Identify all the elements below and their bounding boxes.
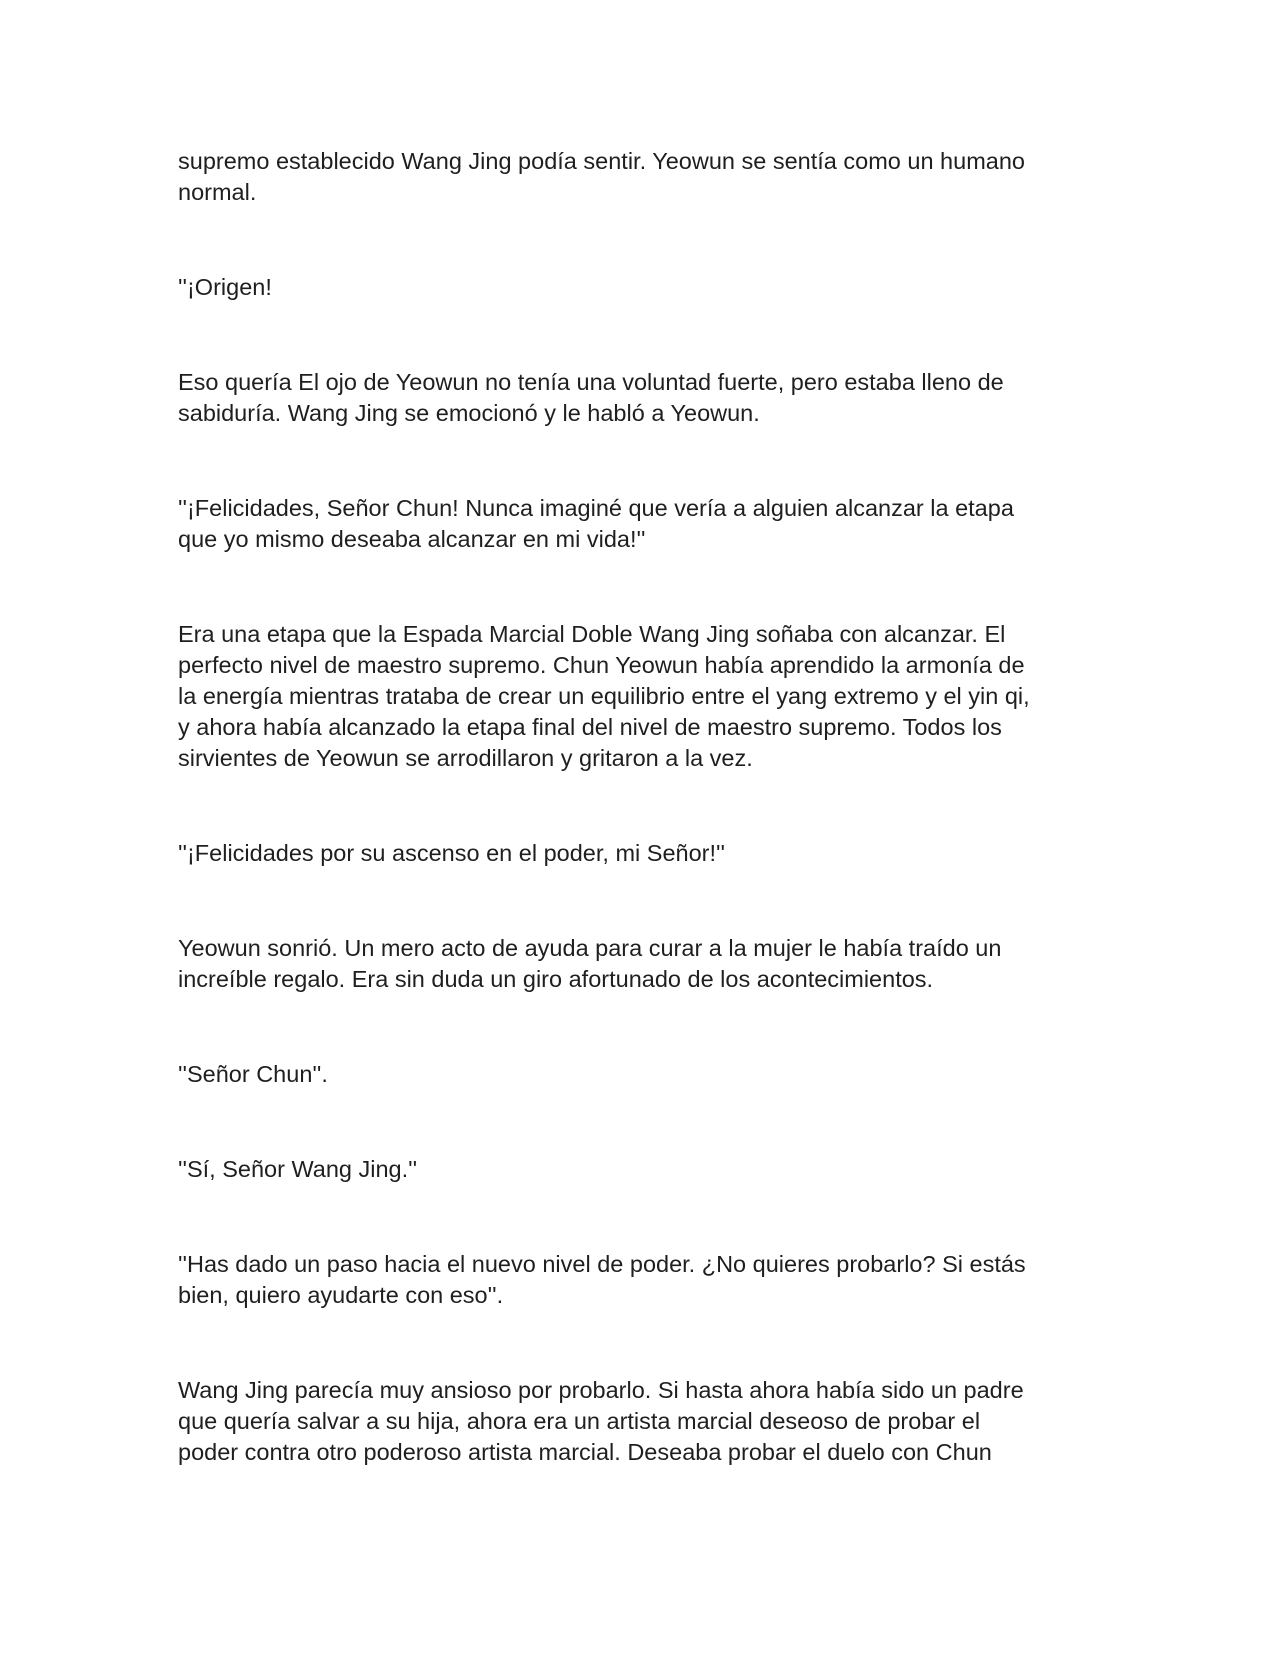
text-line: ''Has dado un paso hacia el nuevo nivel de poder. ¿No quieres probarlo? Si estás: [178, 1251, 1026, 1277]
text-line: ''¡Origen!: [178, 274, 272, 300]
text-line: la energía mientras trataba de crear un equilibrio entre el yang extremo y el yin qi,: [178, 683, 1030, 709]
paragraph: [178, 146, 1098, 208]
text-line: ''¡Felicidades, Señor Chun! Nunca imaginé que vería a alguien alcanzar la etapa: [178, 495, 1014, 521]
text-line: sabiduría. Wang Jing se emocionó y le habló a Yeowun.: [178, 400, 760, 426]
text-line: perfecto nivel de maestro supremo. Chun Yeowun había aprendido la armonía de: [178, 652, 1025, 678]
text-line: sirvientes de Yeowun se arrodillaron y gritaron a la vez.: [178, 745, 753, 771]
paragraph: [178, 1059, 1098, 1090]
text-line: supremo establecido Wang Jing podía sentir. Yeowun se sentía como un humano: [178, 148, 1025, 174]
text-line: ''¡Felicidades por su ascenso en el poder, mi Señor!'': [178, 840, 725, 866]
text-line: que quería salvar a su hija, ahora era un artista marcial deseoso de probar el: [178, 1408, 981, 1434]
paragraph: [178, 1249, 1098, 1311]
paragraph: [178, 838, 1098, 869]
text-line: bien, quiero ayudarte con eso''.: [178, 1282, 504, 1308]
text-line: increíble regalo. Era sin duda un giro afortunado de los acontecimientos.: [178, 966, 934, 992]
paragraph: [178, 272, 1098, 303]
text-line: Eso quería El ojo de Yeowun no tenía una voluntad fuerte, pero estaba lleno de: [178, 369, 1004, 395]
document-body: [178, 146, 1098, 1532]
text-line: Era una etapa que la Espada Marcial Doble Wang Jing soñaba con alcanzar. El: [178, 621, 1006, 647]
text-line: normal.: [178, 179, 257, 205]
paragraph: [178, 493, 1098, 555]
paragraph: [178, 1375, 1098, 1468]
paragraph: [178, 619, 1098, 774]
text-line: que yo mismo deseaba alcanzar en mi vida!'': [178, 526, 646, 552]
text-line: ''Señor Chun''.: [178, 1061, 328, 1087]
text-line: Yeowun sonrió. Un mero acto de ayuda para curar a la mujer le había traído un: [178, 935, 1002, 961]
text-line: ''Sí, Señor Wang Jing.'': [178, 1156, 418, 1182]
paragraph: [178, 367, 1098, 429]
paragraph: [178, 933, 1098, 995]
text-line: Wang Jing parecía muy ansioso por probarlo. Si hasta ahora había sido un padre: [178, 1377, 1024, 1403]
paragraph: [178, 1154, 1098, 1185]
text-line: y ahora había alcanzado la etapa final del nivel de maestro supremo. Todos los: [178, 714, 1002, 740]
text-line: poder contra otro poderoso artista marcial. Deseaba probar el duelo con Chun: [178, 1439, 992, 1465]
